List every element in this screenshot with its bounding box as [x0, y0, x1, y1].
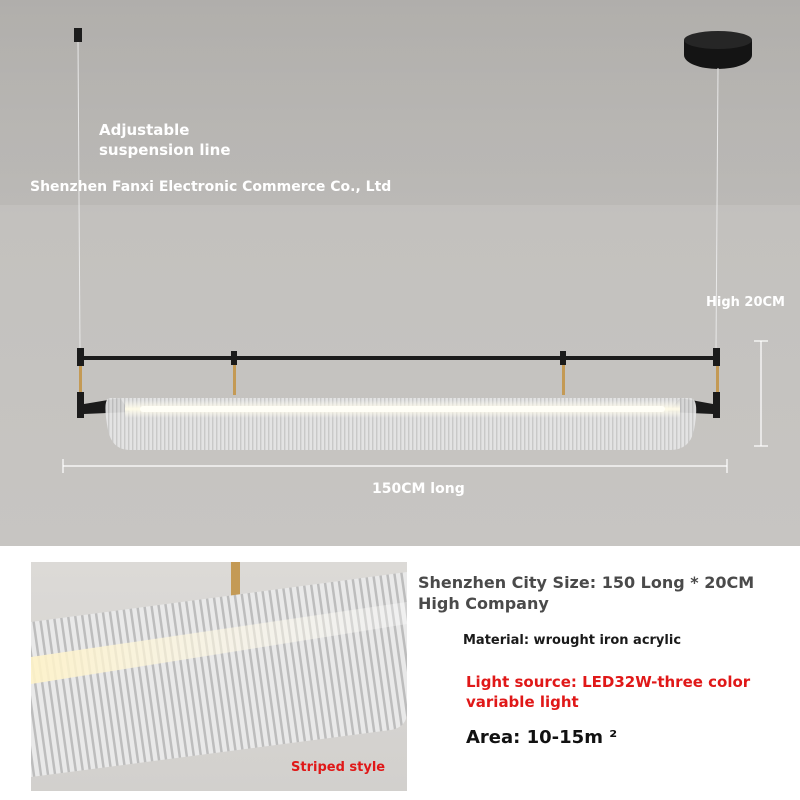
spec-title: Shenzhen City Size: 150 Long * 20CM High Company	[418, 573, 755, 613]
suspension-wire-left	[78, 42, 80, 350]
label-height: High 20CM	[706, 295, 785, 310]
frame-end-right	[713, 348, 720, 366]
frame-clamp-1	[231, 351, 237, 365]
frame-lower-right	[713, 392, 720, 418]
spec-area: Area: 10-15m ²	[466, 727, 618, 748]
frame-lower-left	[77, 392, 84, 418]
brass-rod-1	[233, 365, 236, 395]
frame-clamp-2	[560, 351, 566, 365]
frame-end-left	[77, 348, 84, 366]
ceiling-clip-left	[74, 28, 82, 42]
detail-diffuser-illustration	[31, 562, 407, 791]
label-adjustable-line: Adjustable suspension line	[99, 121, 231, 159]
label-length: 150CM long	[372, 481, 465, 497]
detail-photo	[31, 562, 407, 791]
label-company: Shenzhen Fanxi Electronic Commerce Co., Ltd	[30, 179, 392, 195]
spec-light-source: Light source: LED32W-three color variable light	[466, 673, 751, 711]
brass-rod-2	[562, 365, 565, 395]
led-strip	[140, 406, 665, 412]
spec-material: Material: wrought iron acrylic	[463, 633, 682, 648]
label-striped-style: Striped style	[291, 760, 386, 775]
frame-top-bar	[80, 356, 718, 360]
